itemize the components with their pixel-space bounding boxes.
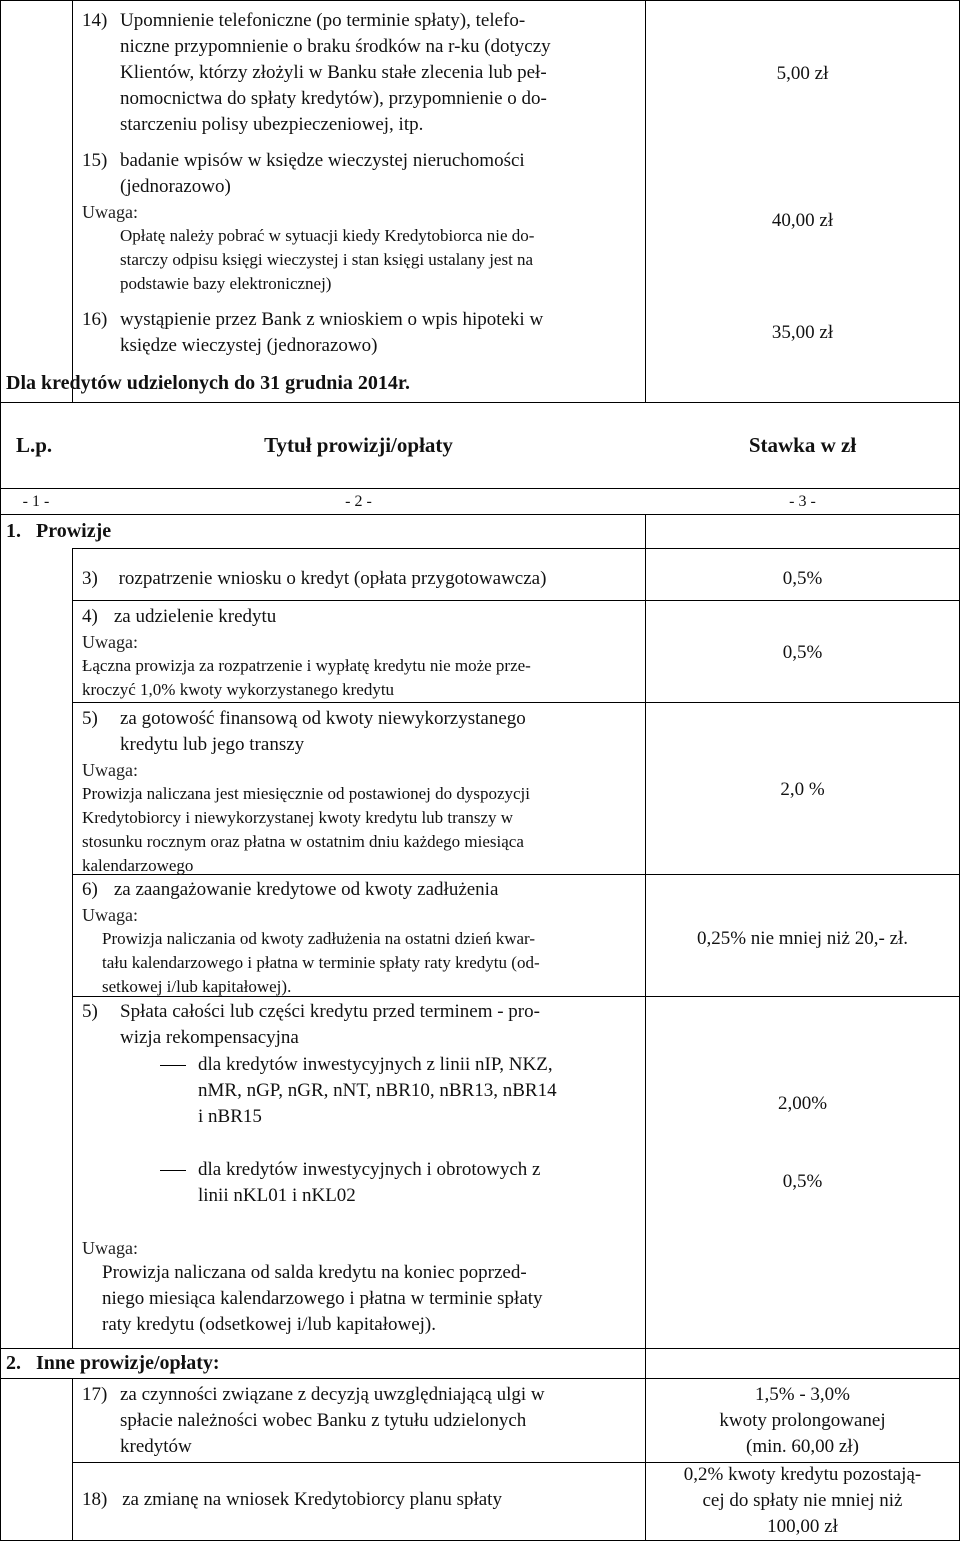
rate-line: 100,00 zł — [767, 1516, 838, 1537]
grid-line — [72, 600, 960, 601]
sub-item-line: nMR, nGP, nGR, nNT, nBR10, nBR13, nBR14 — [198, 1080, 557, 1101]
note-line: Prowizja naliczana od salda kredytu na koniec poprzed- — [102, 1262, 527, 1283]
rate-value: 0,5% — [782, 1171, 823, 1192]
grid-line — [72, 702, 960, 703]
rate-value: 2,0 % — [780, 779, 825, 800]
item-text-line: za gotowość finansową od kwoty niewykorzystanego — [120, 708, 526, 729]
note-line: podstawie bazy elektronicznej) — [120, 274, 332, 293]
note-line: raty kredytu (odsetkowej i/lub kapitałowej). — [102, 1314, 436, 1335]
note-line: stosunku rocznym oraz płatna w ostatnim dniu każdego miesiąca — [82, 832, 524, 851]
note-line: Prowizja naliczania od kwoty zadłużenia na ostatni dzień kwar- — [102, 929, 535, 948]
item-text-line: Upomnienie telefoniczne (po terminie spłaty), telefo- — [120, 10, 526, 31]
note-line: kroczyć 1,0% kwoty wykorzystanego kredytu — [82, 680, 395, 699]
item-number: 4) — [82, 606, 98, 627]
header-rate: Stawka w zł — [748, 433, 857, 457]
note-line: Prowizja naliczana jest miesięcznie od postawionej do dyspozycji — [82, 784, 531, 803]
note-line: starczy odpisu księgi wieczystej i stan księgi ustalany jest na — [120, 250, 534, 269]
rate-line: 1,5% - 3,0% — [755, 1384, 850, 1405]
rate-value — [646, 1382, 959, 1460]
item-number: 17) — [82, 1384, 108, 1405]
item-text-line: nomocnictwa do spłaty kredytów), przypomnienie o do- — [120, 88, 547, 109]
item-text-line: za czynności związane z decyzją uwzględniającą ulgi w — [120, 1384, 545, 1405]
item-number: 6) — [82, 879, 98, 900]
rate-line: (min. 60,00 zł) — [746, 1436, 859, 1457]
sub-item-line: dla kredytów inwestycyjnych z linii nIP, NKZ, — [198, 1054, 553, 1075]
grid-line — [0, 0, 1, 1541]
sub-item-line: i nBR15 — [198, 1106, 262, 1127]
rate-line: kwoty prolongowanej — [719, 1410, 886, 1431]
item-number: 18) — [82, 1489, 108, 1510]
rate-line: cej do spłaty nie mniej niż — [702, 1490, 903, 1511]
item-text-line: niczne przypomnienie o braku środków na r-ku (dotyczy — [120, 36, 551, 57]
item-6 — [82, 877, 640, 999]
item-number: 5) — [82, 1001, 98, 1022]
item-number: 16) — [82, 309, 108, 330]
sub-item-investment-loans — [160, 1052, 640, 1130]
item-text-line: kredytów — [120, 1436, 192, 1457]
rate-value — [646, 1462, 959, 1540]
rate-line: 0,2% kwoty kredytu pozostają- — [683, 1464, 922, 1485]
grid-line — [0, 402, 960, 403]
header-title: Tytuł prowizji/opłaty — [264, 433, 453, 457]
sub-item-revolving-loans — [160, 1157, 640, 1209]
item-18 — [82, 1487, 640, 1513]
note-line: setkowej i/lub kapitałowej). — [102, 977, 292, 996]
section-1-title: 1. Prowizje — [6, 520, 112, 542]
item-text-line: starczeniu polisy ubezpieczeniowej, itp. — [120, 114, 424, 135]
column-number: - 3 - — [789, 493, 816, 510]
item-5b — [82, 999, 640, 1051]
dash-bullet — [160, 1170, 186, 1171]
rate-value: 0,5% — [782, 642, 823, 663]
item-text-line: wizja rekompensacyjna — [120, 1027, 299, 1048]
header-lp: L.p. — [16, 433, 53, 457]
item-text-line: Spłata całości lub części kredytu przed terminem - pro- — [120, 1001, 540, 1022]
grid-line — [72, 0, 73, 402]
item-17 — [82, 1382, 638, 1460]
item-text-line: spłacie należności wobec Banku z tytułu udzielonych — [120, 1410, 527, 1431]
grid-line — [0, 514, 960, 515]
note-label: Uwaga: — [82, 1238, 138, 1258]
grid-line — [0, 0, 960, 1]
grid-line — [72, 1378, 73, 1541]
item-number: 5) — [82, 708, 98, 729]
note-line: Łączna prowizja za rozpatrzenie i wypłatę kredytu nie może prze- — [82, 656, 531, 675]
rate-value: 40,00 zł — [771, 210, 834, 231]
section-2-title: 2. Inne prowizje/opłaty: — [6, 1352, 220, 1374]
rate-value: 0,5% — [782, 568, 823, 589]
item-text: za zmianę na wniosek Kredytobiorcy planu spłaty — [122, 1489, 502, 1510]
item-15 — [82, 148, 640, 296]
note-label: Uwaga: — [82, 202, 138, 222]
item-text: za udzielenie kredytu — [113, 606, 277, 627]
item-5 — [82, 706, 638, 878]
note-line: kalendarzowego — [82, 856, 194, 875]
grid-line — [72, 548, 960, 549]
sub-item-line: linii nKL01 i nKL02 — [198, 1185, 356, 1206]
grid-line — [0, 488, 960, 489]
note-line: Opłatę należy pobrać w sytuacji kiedy Kredytobiorca nie do- — [120, 226, 535, 245]
grid-line — [72, 548, 73, 1348]
note-line: niego miesiąca kalendarzowego i płatna w terminie spłaty — [102, 1288, 543, 1309]
column-number: - 1 - — [22, 493, 50, 510]
grid-line — [0, 1378, 960, 1379]
item-text-line: badanie wpisów w księdze wieczystej nieruchomości — [120, 150, 525, 171]
sub-item-line: dla kredytów inwestycyjnych i obrotowych z — [198, 1159, 541, 1180]
note-label: Uwaga: — [82, 632, 138, 652]
item-text-line: Klientów, którzy złożyli w Banku stałe zlecenia lub peł- — [120, 62, 547, 83]
grid-line — [0, 1348, 960, 1349]
rate-value: 2,00% — [777, 1093, 828, 1114]
item-text: za zaangażowanie kredytowe od kwoty zadłużenia — [113, 879, 499, 900]
note-label: Uwaga: — [82, 905, 138, 925]
item-14 — [82, 8, 640, 138]
column-number: - 2 - — [345, 493, 372, 510]
note-line: Kredytobiorcy i niewykorzystanej kwoty kredytu lub transzy w — [82, 808, 514, 827]
item-number: 14) — [82, 10, 108, 31]
item-text-line: (jednorazowo) — [120, 176, 231, 197]
note-line: tału kalendarzowego i płatna w terminie spłaty raty kredytu (od- — [102, 953, 540, 972]
item-text-line: wystąpienie przez Bank z wnioskiem o wpis hipoteki w — [120, 309, 544, 330]
dash-bullet — [160, 1065, 186, 1066]
item-16 — [82, 307, 640, 359]
rate-value: 0,25% nie mniej niż 20,- zł. — [696, 928, 909, 949]
note-label: Uwaga: — [82, 760, 138, 780]
item-3 — [82, 566, 640, 592]
item-text: rozpatrzenie wniosku o kredyt (opłata przygotowawcza) — [118, 568, 547, 589]
section-heading: Dla kredytów udzielonych do 31 grudnia 2014r. — [6, 372, 410, 394]
item-number: 15) — [82, 150, 108, 171]
item-text-line: kredytu lub jego transzy — [120, 734, 305, 755]
rate-value: 35,00 zł — [771, 322, 834, 343]
item-4 — [82, 604, 640, 702]
item-5b-note — [82, 1236, 640, 1338]
item-text-line: księdze wieczystej (jednorazowo) — [120, 335, 378, 356]
rate-value: 5,00 zł — [776, 63, 829, 84]
item-number: 3) — [82, 568, 98, 589]
